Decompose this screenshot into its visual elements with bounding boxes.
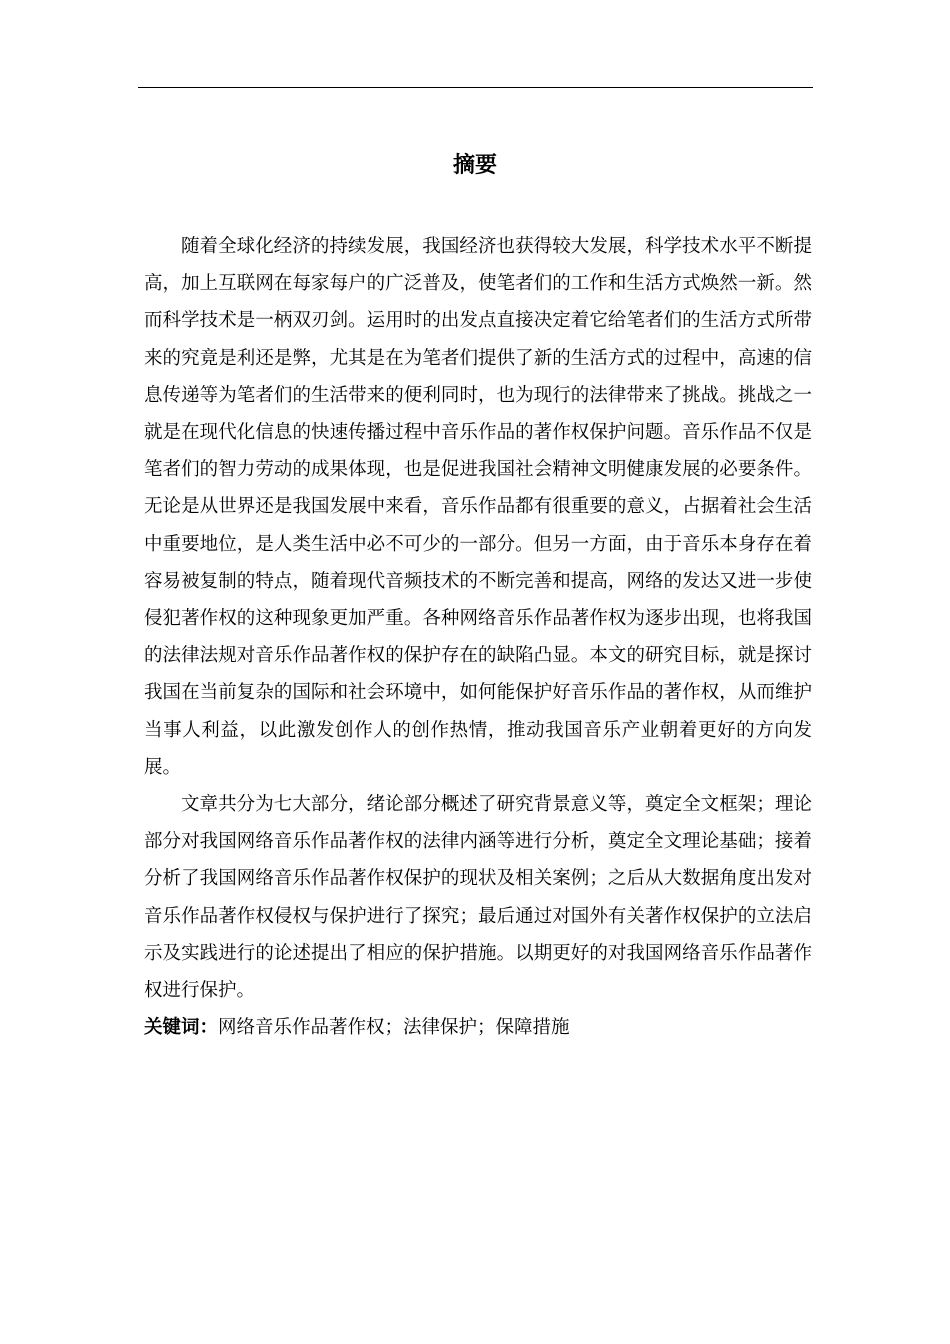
- keywords-value: 网络音乐作品著作权；法律保护；保障措施: [218, 1017, 570, 1039]
- abstract-paragraph-1: 随着全球化经济的持续发展，我国经济也获得较大发展，科学技术水平不断提高，加上互联网在每家每户的广泛普及，使笔者们的工作和生活方式焕然一新。然而科学技术是一柄双刃剑。运用时的出发点直接决定着它给笔者们的生活方式所带来的究竟是利还是弊，尤其是在为笔者们提供了新的生活方式的过程中，高速的信息传递等为笔者们的生活带来的便利同时，也为现行的法律带来了挑战。挑战之一就是在现代化信息的快速传播过程中音乐作品的著作权保护问题。音乐作品不仅是笔者们的智力劳动的成果体现，也是促进我国社会精神文明健康发展的必要条件。无论是从世界还是我国发展中来看，音乐作品都有很重要的意义，占据着社会生活中重要地位，是人类生活中必不可少的一部分。但另一方面，由于音乐本身存在着容易被复制的特点，随着现代音频技术的不断完善和提高，网络的发达又进一步使侵犯著作权的这种现象更加严重。各种网络音乐作品著作权为逐步出现，也将我国的法律法规对音乐作品著作权的保护存在的缺陷凸显。本文的研究目标，就是探讨我国在当前复杂的国际和社会环境中，如何能保护好音乐作品的著作权，从而维护当事人利益，以此激发创作人的创作热情，推动我国音乐产业朝着更好的方向发展。: [144, 236, 812, 778]
- abstract-paragraph-2: 文章共分为七大部分，绪论部分概述了研究背景意义等，奠定全文框架；理论部分对我国网络音乐作品著作权的法律内涵等进行分析，奠定全文理论基础；接着分析了我国网络音乐作品著作权保护的现状及相关案例；之后从大数据角度出发对音乐作品著作权侵权与保护进行了探究；最后通过对国外有关著作权保护的立法启示及实践进行的论述提出了相应的保护措施。以期更好的对我国网络音乐作品著作权进行保护。: [144, 794, 812, 1002]
- keywords-label: 关键词：: [144, 1017, 219, 1039]
- abstract-title: 摘要: [452, 153, 497, 178]
- keywords-line: [144, 1009, 812, 1046]
- abstract-body: [144, 228, 812, 1046]
- header-rule: [138, 87, 813, 88]
